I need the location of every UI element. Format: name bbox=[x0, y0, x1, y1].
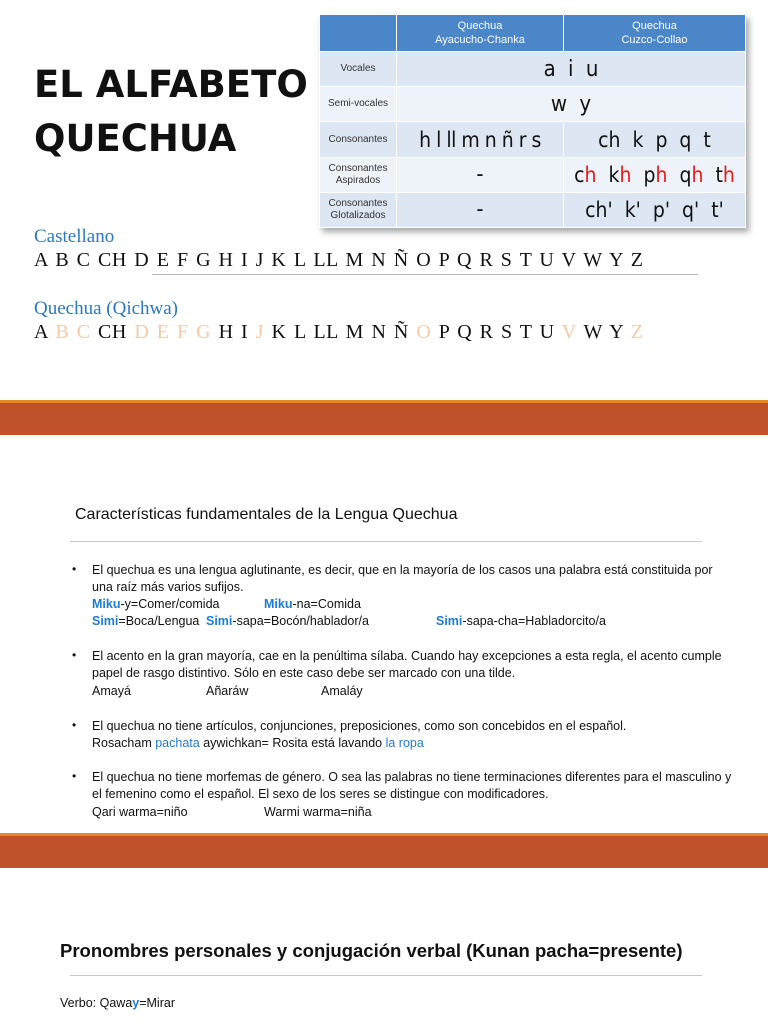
quechua-letter: Q bbox=[457, 321, 473, 343]
quechua-letter: D bbox=[134, 321, 150, 343]
castellano-label: Castellano bbox=[34, 226, 115, 247]
bullet-dot: • bbox=[72, 769, 77, 783]
row-value-right: ch k p q t bbox=[564, 122, 746, 157]
row-value-right bbox=[564, 157, 746, 192]
table-row-vocales bbox=[320, 52, 746, 87]
bullet-dot: • bbox=[72, 562, 77, 576]
table-row-consonantes bbox=[320, 122, 746, 157]
example-anaraw: Añaráw bbox=[206, 684, 249, 698]
example-simi-2: Simi-sapa=Bocón/hablador/a bbox=[206, 614, 369, 628]
quechua-letter: A bbox=[34, 321, 48, 343]
table-header-cuzco: Quechua Cuzco-Collao bbox=[564, 15, 746, 52]
example-miku-1: Miku-y=Comer/comida bbox=[92, 597, 220, 611]
table-row-semivocales bbox=[320, 87, 746, 122]
example-rosacham: Rosacham pachata aywichkan= Rosita está lavando la ropa bbox=[92, 736, 424, 750]
bullet-list bbox=[70, 562, 730, 822]
row-value: a i u bbox=[397, 52, 746, 87]
aspirated-consonant: ph bbox=[643, 162, 668, 187]
castellano-alphabet: A B C CH D E F G H I J K L LL M N Ñ O P Q R S T U V W Y Z bbox=[34, 249, 644, 271]
quechua-letter: I bbox=[241, 321, 249, 343]
title-line-2: QUECHUA bbox=[34, 117, 237, 160]
title-line-1: EL ALFABETO bbox=[34, 63, 308, 106]
row-label: Vocales bbox=[320, 52, 397, 87]
quechua-letter: M bbox=[345, 321, 364, 343]
quechua-letter: F bbox=[177, 321, 189, 343]
quechua-letter: J bbox=[255, 321, 264, 343]
quechua-letter: H bbox=[218, 321, 234, 343]
row-value-left: h l ll m n ñ r s bbox=[397, 122, 564, 157]
aspirated-consonant: th bbox=[715, 162, 735, 187]
quechua-alphabet bbox=[34, 321, 644, 344]
verb-example: Verbo: Qaway=Mirar bbox=[60, 996, 175, 1010]
row-label: Consonantes bbox=[320, 122, 397, 157]
example-amaya: Amayá bbox=[92, 684, 131, 698]
quechua-letter: O bbox=[416, 321, 432, 343]
quechua-letter: C bbox=[76, 321, 91, 343]
row-value-left: - bbox=[397, 192, 564, 227]
bullet-text: El quechua no tiene morfemas de género. O sea las palabras no tiene terminaciones diferentes para el masculino y el femenino como el español. El sexo de los seres se distingue con modificadores. bbox=[92, 770, 732, 801]
table-header-empty bbox=[320, 15, 397, 52]
row-label: Consonantes Glotalizados bbox=[320, 192, 397, 227]
orange-divider-band bbox=[0, 400, 768, 435]
divider-line bbox=[152, 274, 698, 275]
quechua-letter: K bbox=[271, 321, 287, 343]
quechua-letter: R bbox=[479, 321, 494, 343]
quechua-letter: B bbox=[55, 321, 70, 343]
section-heading-pronombres: Pronombres personales y conjugación verbal (Kunan pacha=presente) bbox=[60, 940, 683, 961]
alphabet-table bbox=[319, 14, 746, 228]
example-simi-1: Simi=Boca/Lengua bbox=[92, 614, 200, 628]
row-value: w y bbox=[397, 87, 746, 122]
bullet-dot: • bbox=[72, 648, 77, 662]
row-value-right: ch' k' p' q' t' bbox=[564, 192, 746, 227]
orange-divider-band bbox=[0, 833, 768, 868]
quechua-letter: S bbox=[500, 321, 513, 343]
row-label: Semi-vocales bbox=[320, 87, 397, 122]
quechua-letter: E bbox=[156, 321, 170, 343]
aspirated-consonant: kh bbox=[608, 162, 632, 187]
quechua-letter: L bbox=[293, 321, 306, 343]
table-row-aspirados bbox=[320, 157, 746, 192]
aspirated-consonant: ch bbox=[574, 162, 597, 187]
example-miku-2: Miku-na=Comida bbox=[264, 597, 361, 611]
quechua-letter: W bbox=[583, 321, 603, 343]
table-header-ayacucho: Quechua Ayacucho-Chanka bbox=[397, 15, 564, 52]
example-qari: Qari warma=niño bbox=[92, 805, 188, 819]
quechua-letter: N bbox=[371, 321, 387, 343]
quechua-letter: Y bbox=[609, 321, 624, 343]
row-value-left: - bbox=[397, 157, 564, 192]
quechua-letter: Z bbox=[630, 321, 644, 343]
heading-underline bbox=[70, 541, 702, 542]
table-row-glotalizados bbox=[320, 192, 746, 227]
page-title bbox=[34, 58, 314, 166]
example-simi-3: Simi-sapa-cha=Habladorcito/a bbox=[436, 614, 606, 628]
example-amalay: Amaláy bbox=[321, 684, 363, 698]
heading-underline bbox=[70, 975, 702, 976]
bullet-text: El quechua es una lengua aglutinante, es decir, que en la mayoría de los casos una palabra está constituida por una raíz más varios sufijos. bbox=[92, 563, 713, 594]
quechua-letter: LL bbox=[313, 321, 339, 343]
quechua-letter: T bbox=[519, 321, 533, 343]
aspirated-consonant: qh bbox=[679, 162, 704, 187]
quechua-letter: U bbox=[539, 321, 555, 343]
example-warmi: Warmi warma=niña bbox=[264, 805, 372, 819]
quechua-letter: Ñ bbox=[393, 321, 409, 343]
quechua-letter: P bbox=[438, 321, 450, 343]
bullet-dot: • bbox=[72, 718, 77, 732]
section-heading-caracteristicas: Características fundamentales de la Lengua Quechua bbox=[75, 506, 458, 523]
bullet-text: El quechua no tiene artículos, conjunciones, preposiciones, como son concebidos en el español. bbox=[92, 719, 627, 733]
bullet-text: El acento en la gran mayoría, cae en la penúltima sílaba. Cuando hay excepciones a esta regla, el acento cumple papel de rasgo distintivo. Sólo en este caso debe ser marcado con una tilde. bbox=[92, 649, 722, 680]
quechua-label: Quechua (Qichwa) bbox=[34, 298, 179, 319]
quechua-letter: G bbox=[196, 321, 212, 343]
quechua-letter: CH bbox=[98, 321, 127, 343]
quechua-letter: V bbox=[561, 321, 577, 343]
row-label: Consonantes Aspirados bbox=[320, 157, 397, 192]
